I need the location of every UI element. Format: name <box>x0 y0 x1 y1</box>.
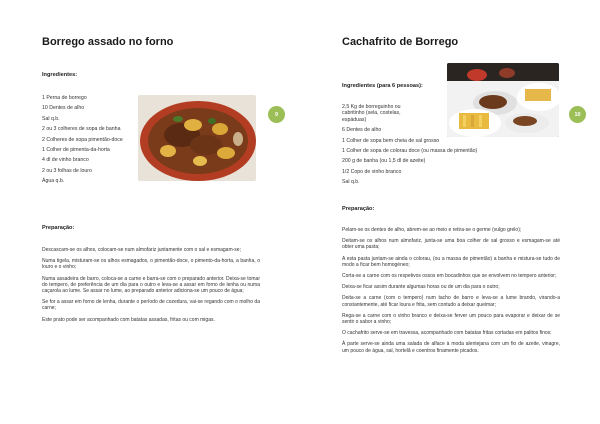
preparation-step: À parte serve-se ainda uma salada de alface à moda alentejana com um fio de azeite, vinagre, um pouco de água, sal, hortelã e coentros finamente picados. <box>342 341 560 354</box>
ingredient-item: 2 ou 3 colheres de sopa de banha <box>42 126 121 133</box>
roast-lamb-photo <box>138 95 256 181</box>
page-right <box>300 0 600 424</box>
recipe-title-right: Cachafrito de Borrego <box>342 36 459 48</box>
ingredient-item: 4 dl de vinho branco <box>42 157 89 164</box>
page-number-badge: 9 <box>268 106 285 123</box>
ingredient-item: 1 Colher de sopa bem cheia de sal grosso <box>342 137 440 144</box>
ingredient-item: Água q.b. <box>42 178 65 185</box>
preparation-label-left: Preparação: <box>42 225 75 231</box>
ingredient-item: 10 Dentes de alho <box>42 105 85 112</box>
preparation-step: Numa tigela, misturam-se os alhos esmagados, o pimentão-doce, o pimento-da-horta, a banha, o louro e o vinho; <box>42 258 260 271</box>
ingredient-item: 2 Colheres de sopa pimentão-doce <box>42 136 123 143</box>
ingredient-item: 1 Colher de pimenta-da-horta <box>42 147 110 154</box>
preparation-step: Se for a assar em forno de lenha, durante o período de cozedura, vai-se regando com o molho da carne; <box>42 299 260 312</box>
preparation-text-right <box>342 227 560 359</box>
ingredients-label-left: Ingredientes: <box>42 72 78 78</box>
page-number-badge: 10 <box>569 106 586 123</box>
ingredient-item: 1 Perna de borrego <box>42 95 87 101</box>
preparation-step: Numa assadeira de barro, coloca-se a carne e barra-se com o preparado anterior. Deixa-se tomar do tempero, de preferência de um dia para o outro e leva-se a assar em forno de lenha ou numa caçarola ao lume. Se assar no lume, ao preparado anterior adiciona-se um pouco de água; <box>42 275 260 295</box>
preparation-step: Deitam-se os alhos num almofariz, junta-se uma boa colher de sal grosso e esmagam-se até obter uma pasta; <box>342 238 560 251</box>
ingredients-label-right: Ingredientes (para 6 pessoas): <box>342 83 423 89</box>
cachafrito-photo <box>447 63 559 137</box>
ingredient-item: 200 g de banha (ou 1,5 dl de azeite) <box>342 158 426 165</box>
ingredient-item: 1 Colher de sopa de colorau doce (ou massa de pimentão) <box>342 148 478 155</box>
preparation-label-right: Preparação: <box>342 206 375 212</box>
preparation-step: Pelam-se os dentes de alho, abrem-se ao meio e retira-se o germe (vulgo grelo); <box>342 227 522 233</box>
ingredient-item: 6 Dentes de alho <box>342 127 382 134</box>
ingredient-item: Sal q.b. <box>42 115 60 122</box>
preparation-step: A esta pasta juntam-se ainda o colorau, (ou a massa de pimentão) a banha e mistura-se tudo de modo a ficar bem homogéneo; <box>342 255 560 268</box>
preparation-text-left <box>42 247 260 328</box>
ingredient-item: 1/2 Copo de vinho branco <box>342 168 402 175</box>
preparation-step: Rega-se a carne com o vinho branco e deixa-se ferver um pouco para evaporar e deixar de se sentir o sabor a vinho; <box>342 312 560 326</box>
ingredient-item: 2 ou 3 folhas de louro <box>42 167 92 174</box>
preparation-step: Deixa-se ficar assim durante algumas horas ou de um dia para o outro; <box>342 284 500 291</box>
ingredient-item: Sal q.b. <box>342 179 360 186</box>
preparation-step: Corta-se a carne com os respetivos ossos em bocadinhos que se envolvem no tempero anterior; <box>342 273 557 280</box>
recipe-title-left: Borrego assado no forno <box>42 36 174 48</box>
preparation-step: O cachafrito serve-se em travessa, acompanhado com batatas fritas cortadas em palitos finos; <box>342 330 552 337</box>
preparation-step: Descascam-se os alhos, colocam-se num almofariz juntamente com o sal e esmagam-se; <box>42 247 241 253</box>
ingredients-list-left <box>42 95 132 189</box>
preparation-step: Este prato pode ser acompanhado com batatas assadas, fritas ou com migas. <box>42 316 215 323</box>
preparation-step: Deita-se a carne (com o tempero) num tacho de barro e leva-se a lume brando, virando-a constantemente, até ficar loura e frita, sem contudo a deixar queimar; <box>342 295 560 308</box>
ingredient-item: 2,5 Kg de borreguinho ou cabritinho (sela, costelas, espáduas) <box>342 104 401 123</box>
